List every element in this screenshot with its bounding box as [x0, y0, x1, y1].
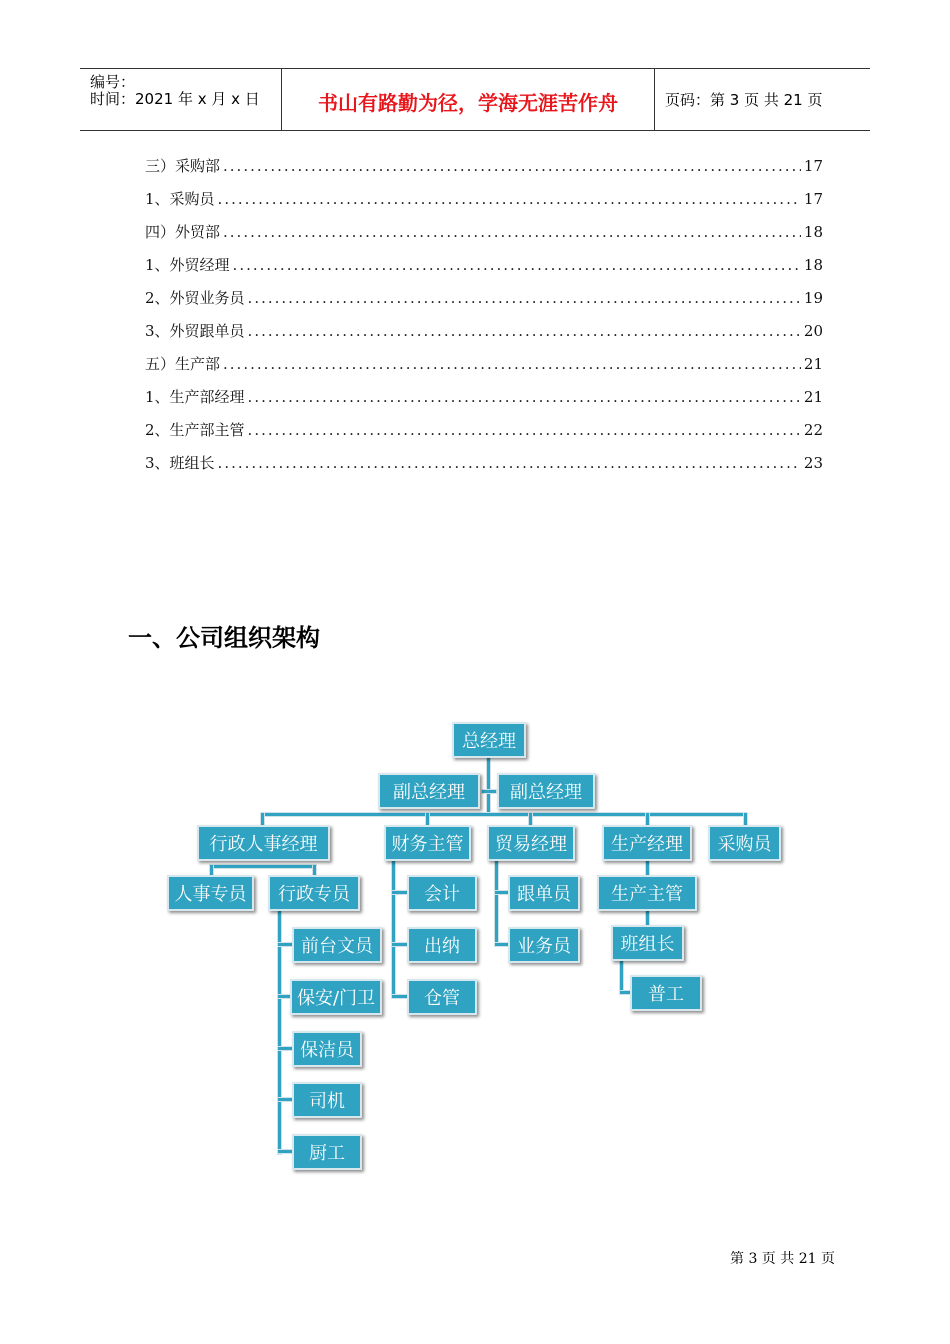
connector [211, 864, 316, 869]
toc-entry-page: 17 [803, 190, 823, 208]
toc-leader-dots [218, 190, 801, 208]
connector [391, 860, 396, 995]
toc-entry-page: 21 [803, 388, 823, 406]
toc-entry[interactable] [145, 452, 823, 485]
connector [743, 812, 748, 826]
org-node-deputy-gm-2[interactable]: 副总经理 [497, 773, 595, 809]
org-node-team-leader[interactable]: 班组长 [611, 925, 684, 961]
section-title: 一、公司组织架构 [128, 624, 320, 652]
toc-entry[interactable] [145, 221, 823, 254]
toc-leader-dots [248, 388, 801, 406]
toc-entry-page: 23 [803, 454, 823, 472]
org-node-deputy-gm-1[interactable]: 副总经理 [378, 773, 480, 809]
toc-entry-page: 22 [803, 421, 823, 439]
connector [277, 1097, 293, 1102]
header-meta-cell [80, 69, 282, 130]
doc-time-label: 时间：2021 年 x 月 x 日 [90, 90, 260, 108]
toc-entry-title: 2、生产部主管 [145, 421, 245, 439]
org-node-salesman[interactable]: 业务员 [508, 927, 580, 963]
toc-entry[interactable] [145, 188, 823, 221]
toc-entry[interactable] [145, 386, 823, 419]
org-node-general-manager[interactable]: 总经理 [452, 722, 526, 758]
connector [494, 890, 509, 895]
toc-entry[interactable] [145, 287, 823, 320]
connector [391, 942, 408, 947]
toc-entry-title: 2、外贸业务员 [145, 289, 245, 307]
header-page-info: 页码：第 3 页 共 21 页 [665, 91, 823, 109]
connector [645, 812, 650, 826]
toc-entry[interactable] [145, 419, 823, 452]
connector [262, 812, 748, 817]
page-footer: 第 3 页 共 21 页 [730, 1251, 835, 1267]
org-node-hr-specialist[interactable]: 人事专员 [167, 875, 254, 911]
connector [260, 812, 265, 826]
org-node-cook[interactable]: 厨工 [292, 1134, 362, 1170]
connector [494, 942, 509, 947]
connector [277, 994, 293, 999]
connector [391, 994, 408, 999]
connector [277, 910, 282, 1155]
toc-entry-title: 三）采购部 [145, 157, 221, 175]
connector [312, 864, 317, 876]
page-header [80, 68, 870, 131]
connector [619, 960, 624, 994]
toc-leader-dots [223, 355, 801, 373]
org-node-merchandiser[interactable]: 跟单员 [508, 875, 580, 911]
toc-entry-title: 1、生产部经理 [145, 388, 245, 406]
connector [645, 858, 650, 878]
org-node-trade-manager[interactable]: 贸易经理 [487, 825, 575, 861]
connector [494, 860, 499, 945]
org-node-warehouse[interactable]: 仓管 [407, 979, 477, 1015]
table-of-contents [145, 155, 823, 485]
toc-entry-page: 18 [803, 223, 823, 241]
connector [209, 864, 214, 876]
toc-entry-title: 1、外贸经理 [145, 256, 230, 274]
toc-entry-page: 19 [803, 289, 823, 307]
toc-leader-dots [248, 289, 801, 307]
toc-entry-page: 21 [803, 355, 823, 373]
toc-entry-page: 18 [803, 256, 823, 274]
org-node-accountant[interactable]: 会计 [407, 875, 477, 911]
connector [486, 755, 491, 815]
org-node-finance-supervisor[interactable]: 财务主管 [384, 825, 471, 861]
doc-code-label: 编号： [90, 73, 136, 91]
header-motto: 书山有路勤为径，学海无涯苦作舟 [318, 91, 618, 115]
org-node-production-supervisor[interactable]: 生产主管 [597, 875, 697, 911]
toc-entry-title: 四）外贸部 [145, 223, 221, 241]
toc-leader-dots [248, 421, 801, 439]
toc-entry[interactable] [145, 254, 823, 287]
toc-entry-page: 20 [803, 322, 823, 340]
org-node-cashier[interactable]: 出纳 [407, 927, 477, 963]
org-node-cleaner[interactable]: 保洁员 [292, 1031, 362, 1067]
org-node-security[interactable]: 保安/门卫 [290, 979, 382, 1015]
toc-leader-dots [233, 256, 801, 274]
connector [391, 890, 408, 895]
org-node-worker[interactable]: 普工 [630, 975, 702, 1011]
org-node-production-manager[interactable]: 生产经理 [602, 825, 692, 861]
connector [277, 942, 293, 947]
toc-entry[interactable] [145, 320, 823, 353]
org-node-admin-specialist[interactable]: 行政专员 [268, 875, 360, 911]
connector [619, 990, 633, 995]
toc-entry-page: 17 [803, 157, 823, 175]
header-page-cell [655, 69, 870, 130]
header-motto-cell [282, 69, 655, 130]
connector [528, 812, 533, 826]
org-node-driver[interactable]: 司机 [292, 1082, 362, 1118]
toc-entry-title: 1、采购员 [145, 190, 215, 208]
toc-entry[interactable] [145, 155, 823, 188]
org-node-reception[interactable]: 前台文员 [292, 927, 382, 963]
toc-leader-dots [248, 322, 801, 340]
connector [277, 1046, 293, 1051]
connector [425, 812, 430, 826]
connector [645, 909, 650, 929]
toc-entry-title: 五）生产部 [145, 355, 221, 373]
toc-entry-title: 3、外贸跟单员 [145, 322, 245, 340]
toc-leader-dots [223, 223, 801, 241]
org-node-purchaser[interactable]: 采购员 [708, 825, 781, 861]
toc-leader-dots [218, 454, 801, 472]
toc-leader-dots [223, 157, 801, 175]
toc-entry[interactable] [145, 353, 823, 386]
connector [481, 789, 497, 794]
org-node-admin-hr-manager[interactable]: 行政人事经理 [197, 825, 330, 861]
connector [277, 1149, 293, 1154]
toc-entry-title: 3、班组长 [145, 454, 215, 472]
